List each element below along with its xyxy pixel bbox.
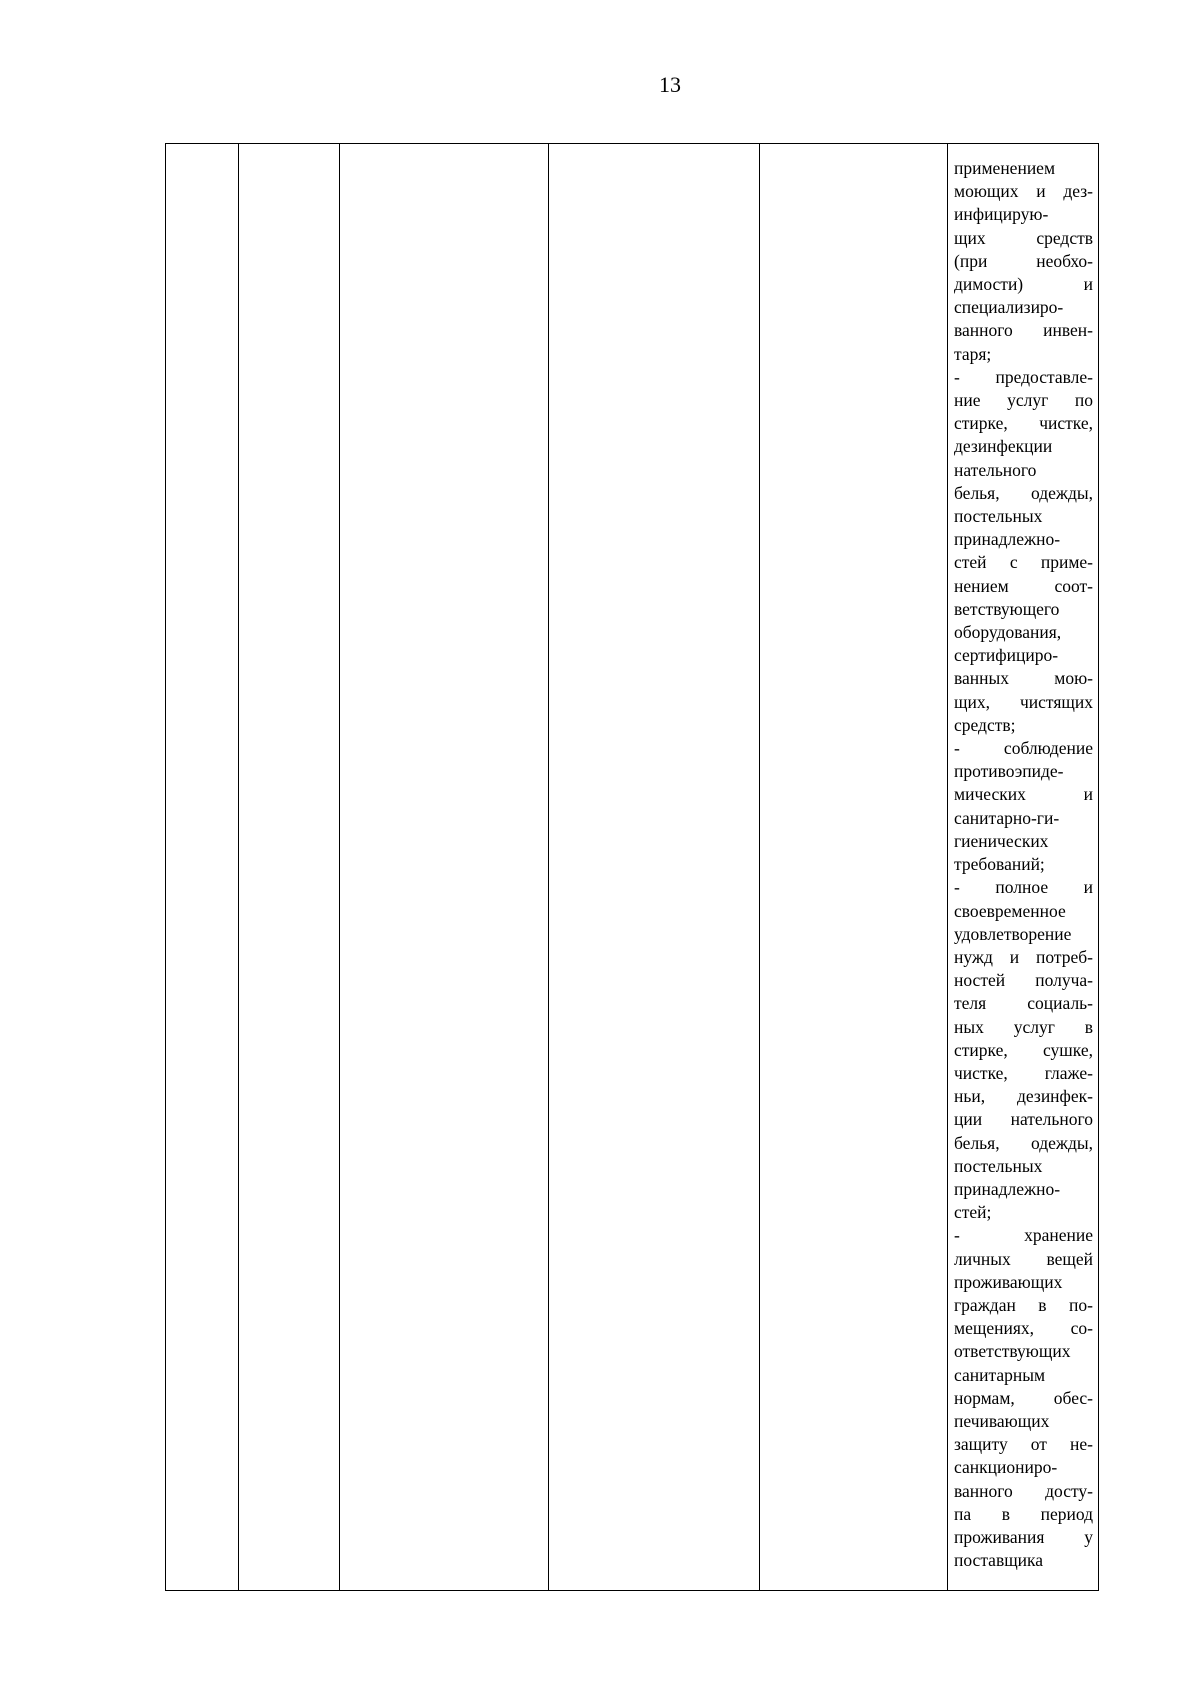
text-line: димости) и bbox=[954, 274, 1093, 295]
text-line: ванного инвен- bbox=[954, 320, 1093, 341]
text-line: ции нательного bbox=[954, 1109, 1093, 1130]
text-line: ностей получа- bbox=[954, 970, 1093, 991]
text-line: стирке, чистке, bbox=[954, 413, 1093, 434]
text-line: ньи, дезинфек- bbox=[954, 1086, 1093, 1107]
text-line: нательного bbox=[954, 459, 1037, 480]
text-line: дезинфекции bbox=[954, 436, 1053, 457]
services-table bbox=[165, 143, 1099, 1591]
text-line: ванных мою- bbox=[954, 668, 1093, 689]
text-line: ветствующего bbox=[954, 598, 1060, 619]
table-cell-3 bbox=[340, 144, 549, 1591]
text-line: сертифициро- bbox=[954, 645, 1059, 666]
text-line: ние услуг по bbox=[954, 390, 1093, 411]
text-line: проживания у bbox=[954, 1526, 1093, 1547]
text-line: чистке, глаже- bbox=[954, 1062, 1093, 1083]
text-line: принадлежно- bbox=[954, 1178, 1061, 1199]
service-description-text bbox=[948, 144, 1098, 1572]
text-line: удовлетворение bbox=[954, 923, 1072, 944]
table-cell-6 bbox=[948, 144, 1099, 1591]
text-line: ных услуг в bbox=[954, 1016, 1093, 1037]
text-line: оборудования, bbox=[954, 622, 1062, 643]
text-line: стей; bbox=[954, 1202, 992, 1223]
table-cell-1 bbox=[166, 144, 239, 1591]
text-line: инфицирую- bbox=[954, 204, 1049, 225]
text-line: противоэпиде- bbox=[954, 761, 1064, 782]
text-line: проживающих bbox=[954, 1271, 1063, 1292]
text-line: санитарно-ги- bbox=[954, 807, 1060, 828]
text-line: постельных bbox=[954, 1155, 1043, 1176]
text-line: щих средств bbox=[954, 227, 1093, 248]
text-line: стей с приме- bbox=[954, 552, 1093, 573]
text-line: моющих и дез- bbox=[954, 181, 1093, 202]
text-line: печивающих bbox=[954, 1410, 1050, 1431]
table-cell-2 bbox=[239, 144, 340, 1591]
text-line: щих, чистящих bbox=[954, 691, 1093, 712]
text-line: белья, одежды, bbox=[954, 482, 1093, 503]
text-line: постельных bbox=[954, 506, 1043, 527]
table-row bbox=[166, 144, 1099, 1591]
text-line: защиту от не- bbox=[954, 1434, 1093, 1455]
text-line: ванного досту- bbox=[954, 1480, 1093, 1501]
text-line: стирке, сушке, bbox=[954, 1039, 1093, 1060]
text-line: применением bbox=[954, 158, 1056, 178]
text-line: санитарным bbox=[954, 1364, 1046, 1385]
text-line: теля социаль- bbox=[954, 993, 1093, 1014]
table-cell-4 bbox=[549, 144, 760, 1591]
text-line: нужд и потреб- bbox=[954, 946, 1093, 967]
text-line: ответствующих bbox=[954, 1341, 1071, 1362]
text-line: нормам, обес- bbox=[954, 1387, 1093, 1408]
text-line: своевременное bbox=[954, 900, 1066, 921]
text-line: средств; bbox=[954, 714, 1016, 735]
text-line: мических и bbox=[954, 784, 1093, 805]
text-line: требований; bbox=[954, 854, 1045, 875]
text-line: белья, одежды, bbox=[954, 1132, 1093, 1153]
text-line: - полное и bbox=[954, 877, 1093, 898]
text-line: (при необхо- bbox=[954, 250, 1093, 271]
text-line: гиенических bbox=[954, 830, 1049, 851]
page-number: 13 bbox=[659, 72, 681, 97]
text-line: поставщика bbox=[954, 1550, 1044, 1571]
text-line: па в период bbox=[954, 1503, 1093, 1524]
text-line: нением соот- bbox=[954, 575, 1093, 596]
text-line: санкциониро- bbox=[954, 1457, 1058, 1478]
table-cell-5 bbox=[760, 144, 948, 1591]
text-line: граждан в по- bbox=[954, 1294, 1093, 1315]
text-line: - соблюдение bbox=[954, 738, 1093, 759]
text-line: специализиро- bbox=[954, 297, 1064, 318]
text-line: личных вещей bbox=[954, 1248, 1093, 1269]
text-line: мещениях, со- bbox=[954, 1318, 1093, 1339]
text-line: принадлежно- bbox=[954, 529, 1061, 550]
text-line: - предоставле- bbox=[954, 366, 1093, 387]
text-line: - хранение bbox=[954, 1225, 1093, 1246]
text-line: таря; bbox=[954, 343, 992, 364]
